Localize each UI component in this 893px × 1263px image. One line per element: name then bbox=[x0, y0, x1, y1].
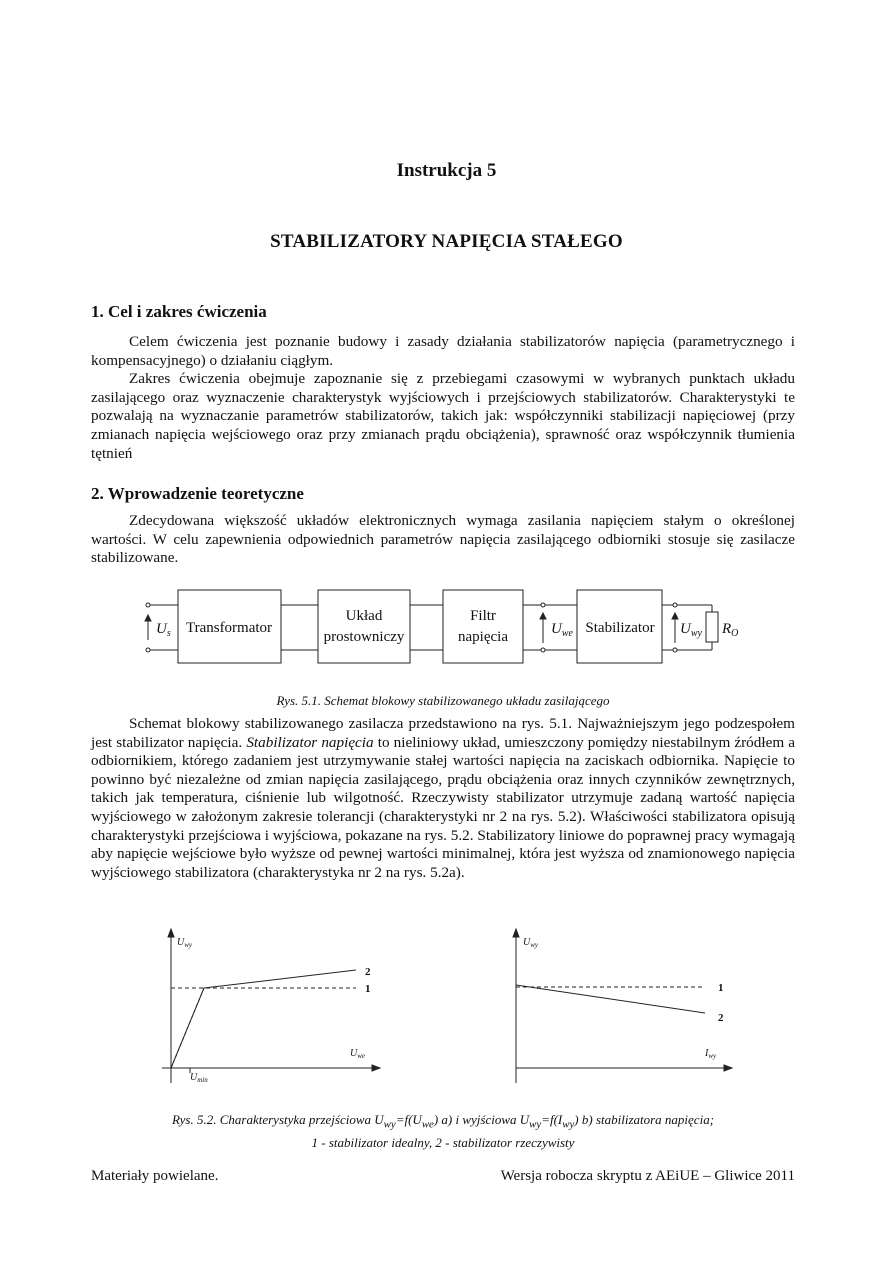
svg-text:Uwe: $U_{we}$ bbox=[551, 621, 573, 639]
block-label-uklad: Układ bbox=[345, 608, 383, 624]
page-title: Instrukcja 5 bbox=[396, 160, 497, 181]
document-subtitle: STABILIZATORY NAPIĘCIA STAŁEGO bbox=[270, 231, 623, 252]
svg-text:Us: $U_s$ bbox=[156, 621, 171, 639]
svg-text:Iwy: $I_{wy}$ bbox=[705, 1048, 717, 1060]
chart-output-characteristic bbox=[505, 925, 740, 1087]
section1-paragraph-2: Zakres ćwiczenia obejmuje zapoznanie się z przebiegami czasowymi w wybranych punktach układu zasilającego oraz wyznaczenie charakterystyk wyjściowych i przejściowych stabilizatorów. Charakterystyki te pozwalają na wyznaczanie parametrów stabilizatorów, takich jak: współczynniki stabilizacji napięciowej (przy zmianach napięcia wejściowego oraz przy zmianach prądu obciążenia), sprawność oraz współczynnik tłumienia tętnień bbox=[91, 370, 795, 462]
stabilizer-term: Stabilizator napięcia bbox=[246, 733, 374, 751]
section1-body bbox=[91, 333, 795, 463]
section2-paragraph-2: Schemat blokowy stabilizowanego zasilacza przedstawiono na rys. 5.1. Najważniejszym jego podzespołem jest stabilizator napięcia. Stabilizator napięcia to nieliniowy układ, umieszczony pomiędzy niestabilnym źródłem a odbiornikiem, którego zadaniem jest utrzymywanie stałej wartości napięcia na zaciskach odbiornika. Napięcie to powinno być niezależne od zmian napięcia zasilającego, prądu obciążenia oraz innych czynników zewnętrznych, takich jak temperatura, ciśnienie lub wilgotność. Rzeczywisty stabilizator utrzymuje zadaną wartość napięcia wyjściowego w założonym zakresie tolerancji (charakterystyki nr 2 na rys. 5.2). Właściwości stabilizatora opisują charakterystyki przejściowa i wyjściowa, pokazane na rys. 5.2. Stabilizatory liniowe do poprawnej pracy wymagają aby napięcie wejściowe było wyższe od pewnej wartości minimalnej, która jest wyższa od znamionowego napięcia wyjściowego stabilizatora (charakterystyka nr 2 na rys. 5.2a). bbox=[91, 715, 795, 881]
figure2-caption bbox=[91, 1111, 795, 1151]
section2-body bbox=[91, 715, 795, 882]
section1-paragraph-1: Celem ćwiczenia jest poznanie budowy i zasady działania stabilizatorów napięcia (parametrycznego i kompensacyjnego) o działaniu ciągłym. bbox=[91, 333, 795, 369]
rectifier-block bbox=[318, 590, 410, 663]
section2-intro bbox=[91, 512, 795, 568]
curve-2 bbox=[204, 970, 356, 988]
svg-text:Uwy: $U_{wy}$ bbox=[523, 937, 539, 949]
ro-label: R bbox=[722, 621, 732, 637]
block-label-prostowniczy: prostowniczy bbox=[323, 629, 405, 645]
filter-block bbox=[443, 590, 523, 663]
block-label-transformator: Transformator bbox=[185, 620, 273, 636]
curve-2-label: 2 bbox=[718, 1012, 724, 1024]
uwe-label: U bbox=[551, 621, 562, 637]
curve-1-label: 1 bbox=[365, 983, 371, 995]
figure2-caption-line1: Rys. 5.2. Charakterystyka przejściowa $U_{wy}=f(U_{we})$ a) i wyjściowa $U_{wy}=f(I_{wy})$ b) stabilizatora napięcia; bbox=[171, 1112, 715, 1131]
load-resistor bbox=[706, 612, 718, 642]
curve-2-label: 2 bbox=[365, 966, 371, 978]
curve-2 bbox=[516, 985, 705, 1013]
svg-text:RO: $R_O$ bbox=[722, 621, 739, 639]
block-label-filtr: Filtr bbox=[470, 608, 496, 624]
svg-text:Uwy: $U_{wy}$ bbox=[177, 937, 193, 949]
section1-heading: 1. Cel i zakres ćwiczenia bbox=[91, 302, 267, 321]
svg-text:Uwe: $U_{we}$ bbox=[350, 1048, 366, 1060]
us-label: U bbox=[156, 621, 167, 637]
figure1-caption: Rys. 5.1. Schemat blokowy stabilizowanego układu zasilającego bbox=[276, 693, 610, 708]
footer-left: Materiały powielane. bbox=[91, 1168, 219, 1184]
figure2-caption-line2: 1 - stabilizator idealny, 2 - stabilizator rzeczywisty bbox=[311, 1134, 575, 1150]
uwy-label: U bbox=[680, 621, 691, 637]
block-label-napiecia: napięcia bbox=[458, 629, 508, 645]
svg-text:Umin: $U_{min}$ bbox=[190, 1072, 208, 1084]
section2-heading: 2. Wprowadzenie teoretyczne bbox=[91, 484, 304, 503]
curve-1-label: 1 bbox=[718, 982, 724, 994]
block-diagram bbox=[140, 585, 750, 665]
footer-right: Wersja robocza skryptu z AEiUE – Gliwice 2011 bbox=[500, 1168, 795, 1184]
block-label-stabilizator: Stabilizator bbox=[585, 620, 655, 636]
section2-paragraph-1: Zdecydowana większość układów elektronicznych wymaga zasilania napięciem stałym o określonej wartości. W celu zapewnienia odpowiednich parametrów napięcia zasilającego odbiorniki stosuje się zasilacze stabilizowane. bbox=[91, 512, 795, 567]
svg-text:Uwy: $U_{wy}$ bbox=[680, 621, 702, 639]
chart-transfer-characteristic bbox=[160, 925, 390, 1087]
